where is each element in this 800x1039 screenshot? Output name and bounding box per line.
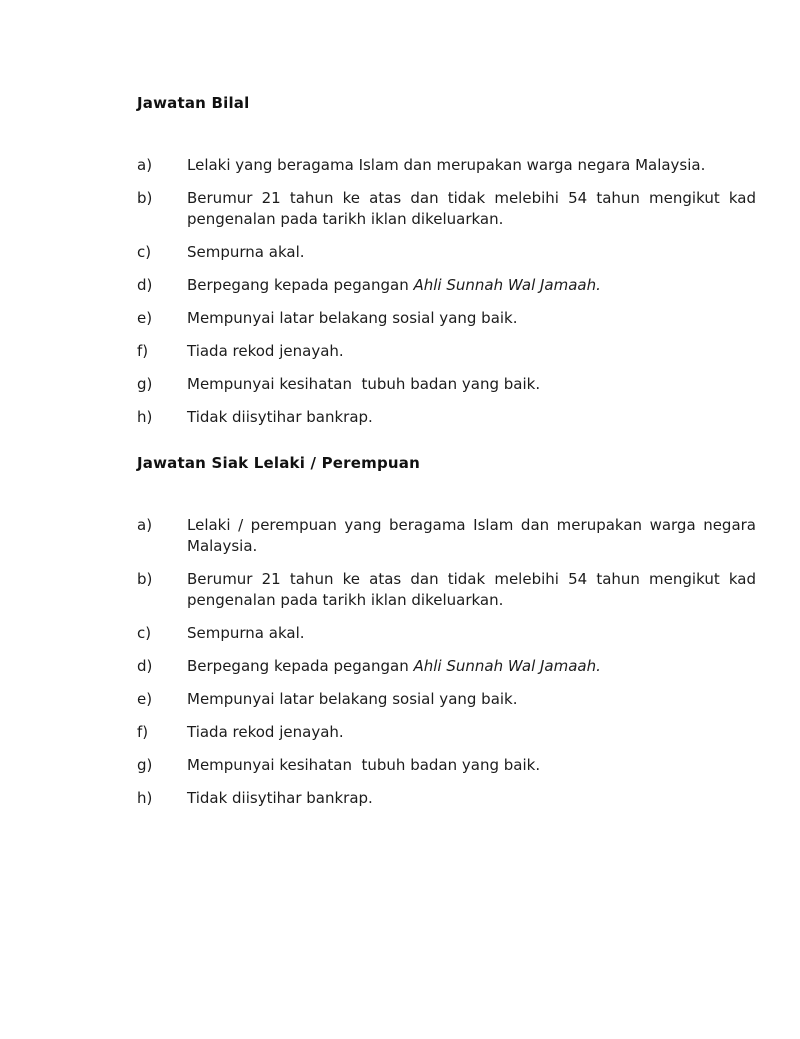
item-letter: a) <box>137 516 153 534</box>
section-heading-siak: Jawatan Siak Lelaki / Perempuan <box>137 454 420 472</box>
item-text-plain: Mempunyai kesihatan tubuh badan yang baik. <box>187 375 541 393</box>
item-letter: e) <box>137 690 153 708</box>
item-letter: h) <box>137 789 153 807</box>
item-letter: f) <box>137 342 149 360</box>
item-text-plain: Tidak diisytihar bankrap. <box>187 789 373 807</box>
item-text-plain: Berpegang kepada pegangan <box>187 657 414 675</box>
item-text <box>187 569 761 611</box>
section-jawatan-bilal <box>137 93 761 428</box>
item-text <box>187 722 756 743</box>
item-text <box>187 755 756 776</box>
list-item-d <box>137 656 756 677</box>
item-text <box>187 689 756 710</box>
list-item-e <box>137 308 756 329</box>
item-text-plain: Sempurna akal. <box>187 243 305 261</box>
list-item-c <box>137 623 756 644</box>
requirements-list-siak <box>137 515 761 809</box>
item-text <box>187 155 756 176</box>
item-text <box>187 407 756 428</box>
item-letter: g) <box>137 375 153 393</box>
item-letter: f) <box>137 723 149 741</box>
section-jawatan-siak <box>137 453 761 809</box>
item-text <box>187 788 756 809</box>
item-letter: d) <box>137 657 153 675</box>
item-letter: g) <box>137 756 153 774</box>
list-item-f <box>137 722 756 743</box>
item-letter: b) <box>137 570 153 588</box>
item-text <box>187 275 756 296</box>
item-text <box>187 656 756 677</box>
item-text-plain: Tiada rekod jenayah. <box>187 723 344 741</box>
list-item-a <box>137 515 761 557</box>
item-text-plain: Mempunyai latar belakang sosial yang baik. <box>187 309 518 327</box>
item-text-plain: Tiada rekod jenayah. <box>187 342 344 360</box>
item-letter: d) <box>137 276 153 294</box>
item-letter: c) <box>137 243 152 261</box>
list-item-g <box>137 374 756 395</box>
item-letter: c) <box>137 624 152 642</box>
item-text <box>187 242 756 263</box>
item-text-plain: Mempunyai latar belakang sosial yang baik. <box>187 690 518 708</box>
item-text <box>187 341 756 362</box>
list-item-g <box>137 755 756 776</box>
item-text-plain: Berumur 21 tahun ke atas dan tidak melebihi 54 tahun mengikut kad pengenalan pada tarikh iklan dikeluarkan. <box>187 189 761 228</box>
item-letter: e) <box>137 309 153 327</box>
item-text <box>187 374 756 395</box>
item-text-plain: Tidak diisytihar bankrap. <box>187 408 373 426</box>
item-text-plain: Sempurna akal. <box>187 624 305 642</box>
item-text <box>187 188 761 230</box>
item-text <box>187 515 761 557</box>
item-text-italic: Ahli Sunnah Wal Jamaah. <box>413 657 601 675</box>
item-letter: h) <box>137 408 153 426</box>
list-item-c <box>137 242 756 263</box>
item-text-plain: Mempunyai kesihatan tubuh badan yang baik. <box>187 756 541 774</box>
list-item-h <box>137 788 756 809</box>
list-item-a <box>137 155 756 176</box>
item-text-plain: Berumur 21 tahun ke atas dan tidak melebihi 54 tahun mengikut kad pengenalan pada tarikh iklan dikeluarkan. <box>187 570 761 609</box>
list-item-h <box>137 407 756 428</box>
list-item-e <box>137 689 756 710</box>
list-item-f <box>137 341 756 362</box>
list-item-b <box>137 188 761 230</box>
item-letter: b) <box>137 189 153 207</box>
requirements-list-bilal <box>137 155 761 428</box>
list-item-b <box>137 569 761 611</box>
item-text <box>187 623 756 644</box>
item-text-plain: Berpegang kepada pegangan <box>187 276 414 294</box>
item-text-italic: Ahli Sunnah Wal Jamaah. <box>413 276 601 294</box>
section-heading-bilal: Jawatan Bilal <box>137 94 250 112</box>
list-item-d <box>137 275 756 296</box>
item-letter: a) <box>137 156 153 174</box>
item-text-plain: Lelaki yang beragama Islam dan merupakan warga negara Malaysia. <box>187 156 706 174</box>
item-text <box>187 308 756 329</box>
item-text-plain: Lelaki / perempuan yang beragama Islam dan merupakan warga negara Malaysia. <box>187 516 761 555</box>
